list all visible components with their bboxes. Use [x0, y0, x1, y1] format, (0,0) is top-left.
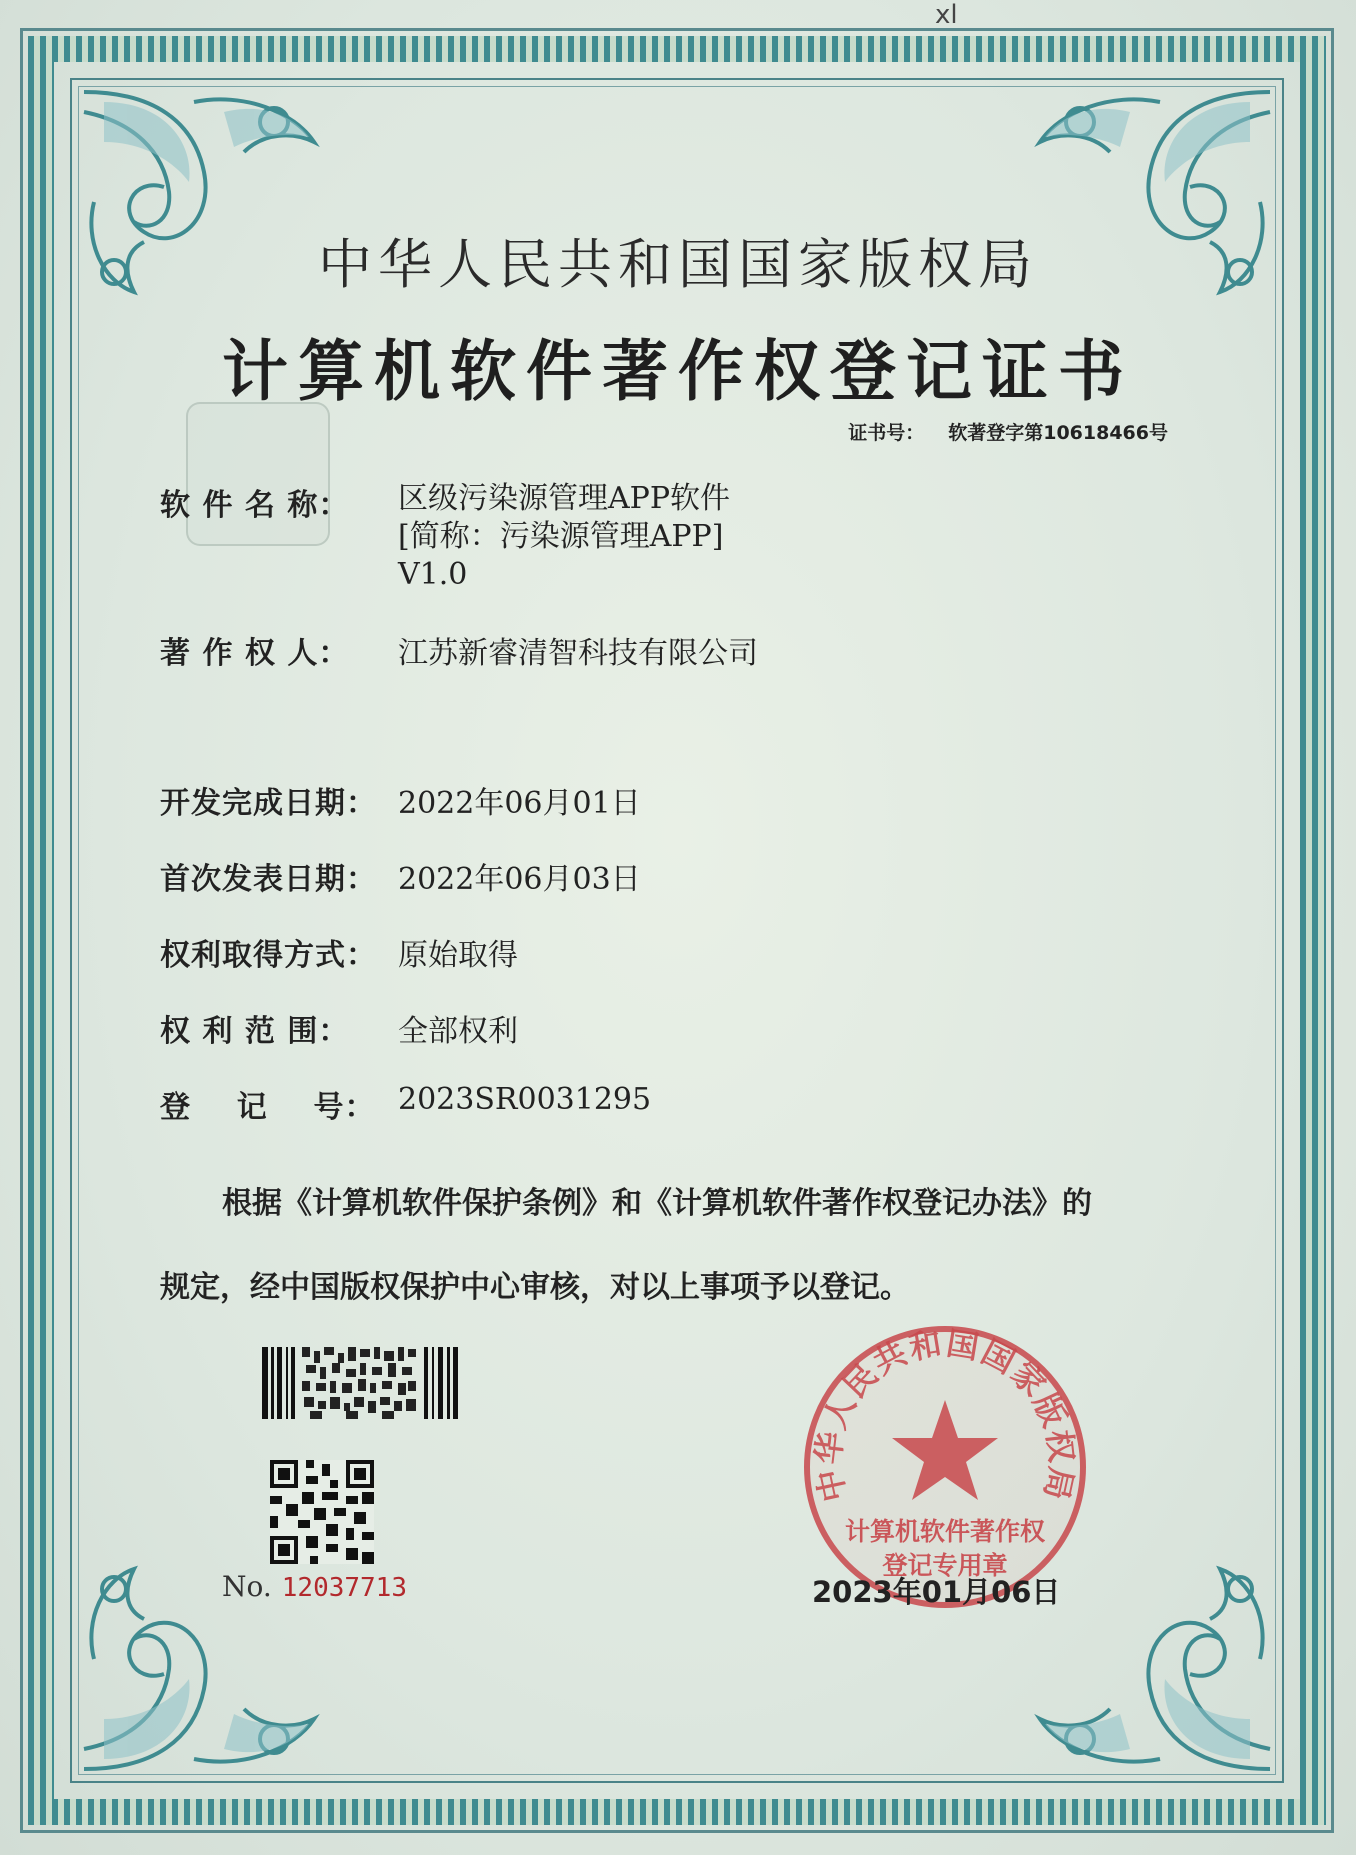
field-label: 软 件 名 称： [160, 488, 350, 523]
field-label: 开发完成日期： [160, 786, 377, 821]
statement-line-2: 规定，经中国版权保护中心审核，对以上事项予以登记。 [160, 1270, 910, 1305]
field-label: 首次发表日期： [160, 862, 377, 897]
certificate-number-label: 证书号： [848, 422, 925, 444]
statement-line-1: 根据《计算机软件保护条例》和《计算机软件著作权登记办法》的 [222, 1186, 1092, 1221]
field-value: 2023SR0031295 [398, 1082, 652, 1117]
field-value: 江苏新睿清智科技有限公司 [398, 636, 758, 671]
serial-prefix: No. [222, 1570, 272, 1603]
field-label: 权 利 范 围： [160, 1014, 350, 1049]
issuer-name: 中华人民共和国国家版权局 [318, 233, 1038, 296]
serial-number [222, 1570, 407, 1603]
field-value [398, 480, 730, 594]
field-value: 2022年06月03日 [398, 862, 641, 897]
field-development-date [160, 778, 641, 822]
field-value: 全部权利 [398, 1014, 518, 1049]
field-value: 原始取得 [398, 938, 518, 973]
handwritten-mark: xl [935, 0, 958, 30]
field-label: 登 记 号： [160, 1090, 376, 1125]
field-scope-of-rights [160, 1006, 518, 1050]
certificate-title: 计算机软件著作权登记证书 [222, 333, 1134, 410]
seal-inner-line-2: 登记专用章 [882, 1551, 1008, 1580]
software-name-line: 区级污染源管理APP软件 [398, 481, 731, 516]
field-label: 著 作 权 人： [160, 636, 350, 671]
field-copyright-owner [160, 628, 758, 672]
seal-outer-text: 中华人民共和国国家版权局 [808, 1324, 1082, 1506]
field-label: 权利取得方式： [160, 938, 377, 973]
field-registration-number [160, 1082, 651, 1126]
serial-number-value: 12037713 [281, 1573, 407, 1603]
official-seal [800, 1322, 1090, 1612]
seal-inner-line-1: 计算机软件著作权 [844, 1517, 1046, 1546]
software-version-line: V1.0 [398, 557, 468, 592]
field-value: 2022年06月01日 [398, 786, 641, 821]
software-short-name-line: [简称：污染源管理APP] [398, 519, 724, 554]
certificate-number [848, 418, 1168, 445]
issue-date: 2023年01月06日 [812, 1575, 1061, 1609]
field-software-name [160, 480, 730, 594]
field-first-publication-date [160, 854, 641, 898]
barcode-icon [262, 1347, 458, 1419]
qrcode-icon [270, 1460, 374, 1564]
field-acquisition-method [160, 930, 518, 974]
certificate-number-value: 软著登字第10618466号 [948, 422, 1168, 444]
